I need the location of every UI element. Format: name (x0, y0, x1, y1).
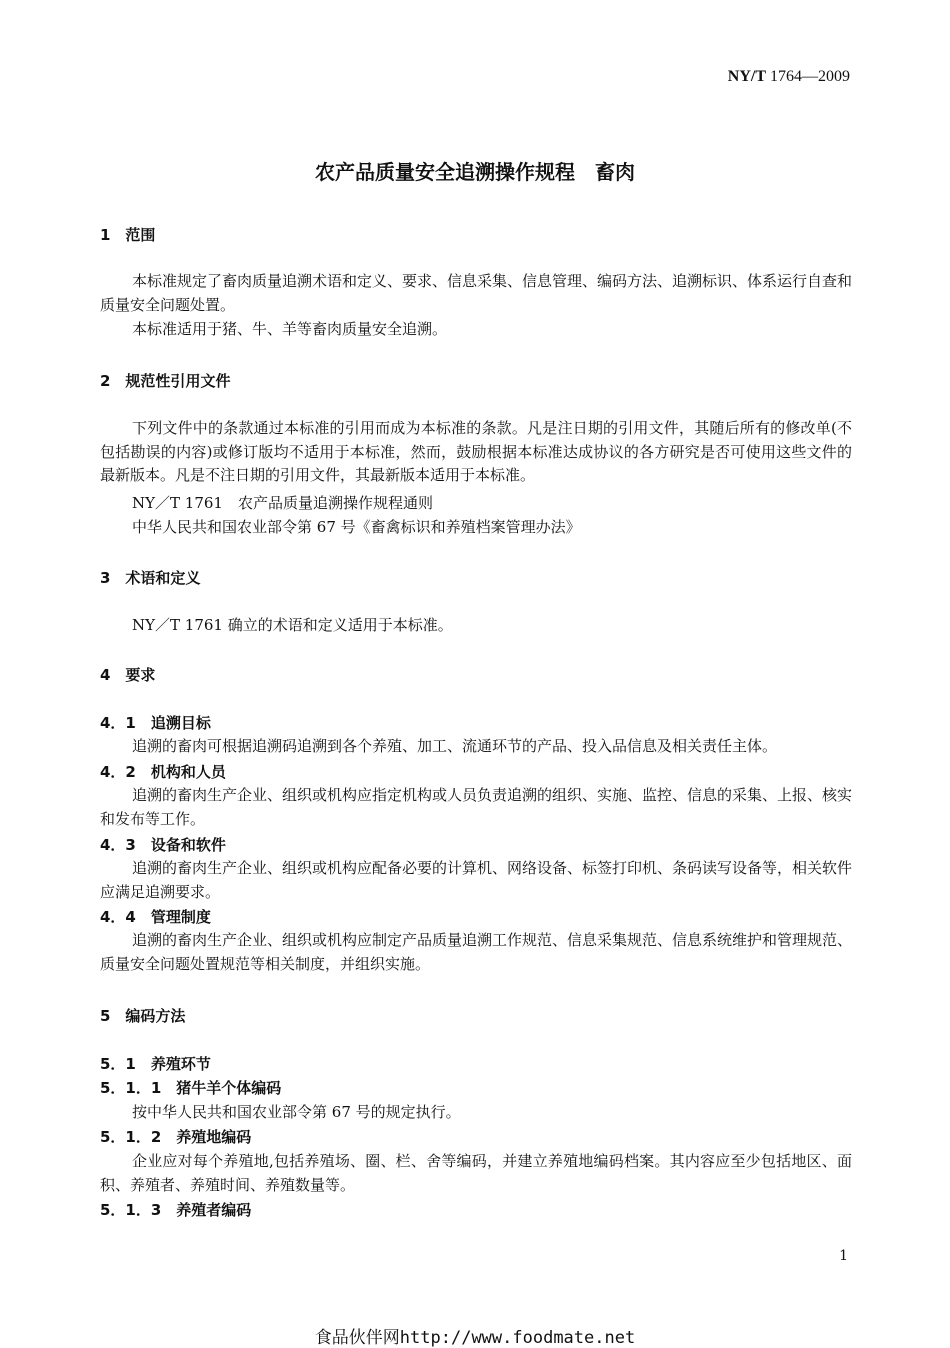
section-5-1-3-heading: 5．1．3 养殖者编码 (100, 1201, 252, 1219)
section-4-2-heading: 4．2 机构和人员 (100, 763, 226, 781)
section-5-1-1-heading: 5．1．1 猪牛羊个体编码 (100, 1079, 282, 1097)
section-4-2-paragraph: 追溯的畜肉生产企业、组织或机构应指定机构或人员负责追溯的组织、实施、监控、信息的采集、上报、核实和发布等工作。 (100, 786, 853, 828)
reference-1: NY／T 1761 农产品质量追溯操作规程通则 (132, 494, 433, 512)
section-4-4-paragraph: 追溯的畜肉生产企业、组织或机构应制定产品质量追溯工作规范、信息采集规范、信息系统维护和管理规范、质量安全问题处置规范等相关制度，并组织实施。 (100, 931, 853, 973)
section-1-paragraph-2: 本标准适用于猪、牛、羊等畜肉质量安全追溯。 (132, 320, 448, 338)
section-4-heading: 4 要求 (100, 666, 156, 684)
section-3-paragraph: NY／T 1761 确立的术语和定义适用于本标准。 (132, 616, 453, 634)
section-1-paragraph-1: 本标准规定了畜肉质量追溯术语和定义、要求、信息采集、信息管理、编码方法、追溯标识、体系运行自查和质量安全问题处置。 (100, 272, 853, 314)
section-4-1-heading: 4．1 追溯目标 (100, 714, 211, 732)
section-4-1-paragraph: 追溯的畜肉可根据追溯码追溯到各个养殖、加工、流通环节的产品、投入品信息及相关责任主体。 (132, 737, 778, 755)
section-4-3-paragraph: 追溯的畜肉生产企业、组织或机构应配备必要的计算机、网络设备、标签打印机、条码读写设备等，相关软件应满足追溯要求。 (100, 859, 853, 901)
section-2-paragraph-1: 下列文件中的条款通过本标准的引用而成为本标准的条款。凡是注日期的引用文件，其随后所有的修改单(不包括勘误的内容)或修订版均不适用于本标准，然而，鼓励根据本标准达成协议的各方研究是否可使用这些文件的最新版本。凡是不注日期的引用文件，其最新版本适用于本标准。 (100, 419, 852, 484)
standard-code: NY/T 1764—2009 (727, 68, 850, 85)
section-5-1-1-paragraph: 按中华人民共和国农业部令第 67 号的规定执行。 (132, 1103, 461, 1121)
reference-2: 中华人民共和国农业部令第 67 号《畜禽标识和养殖档案管理办法》 (132, 518, 581, 536)
section-4-4-heading: 4．4 管理制度 (100, 908, 211, 926)
section-3-heading: 3 术语和定义 (100, 569, 201, 587)
section-5-1-heading: 5．1 养殖环节 (100, 1055, 211, 1073)
section-5-1-2-heading: 5．1．2 养殖地编码 (100, 1128, 252, 1146)
section-5-1-2-paragraph: 企业应对每个养殖地,包括养殖场、圈、栏、舍等编码，并建立养殖地编码档案。其内容应至少包括地区、面积、养殖者、养殖时间、养殖数量等。 (100, 1152, 852, 1194)
section-5-heading: 5 编码方法 (100, 1007, 186, 1025)
section-4-3-heading: 4．3 设备和软件 (100, 836, 226, 854)
page-number: 1 (839, 1248, 848, 1264)
section-1-heading: 1 范围 (100, 226, 156, 244)
footer-watermark: 食品伙伴网http://www.foodmate.net (314, 1328, 636, 1348)
section-2-heading: 2 规范性引用文件 (100, 372, 231, 390)
document-title: 农产品质量安全追溯操作规程 畜肉 (315, 160, 635, 184)
